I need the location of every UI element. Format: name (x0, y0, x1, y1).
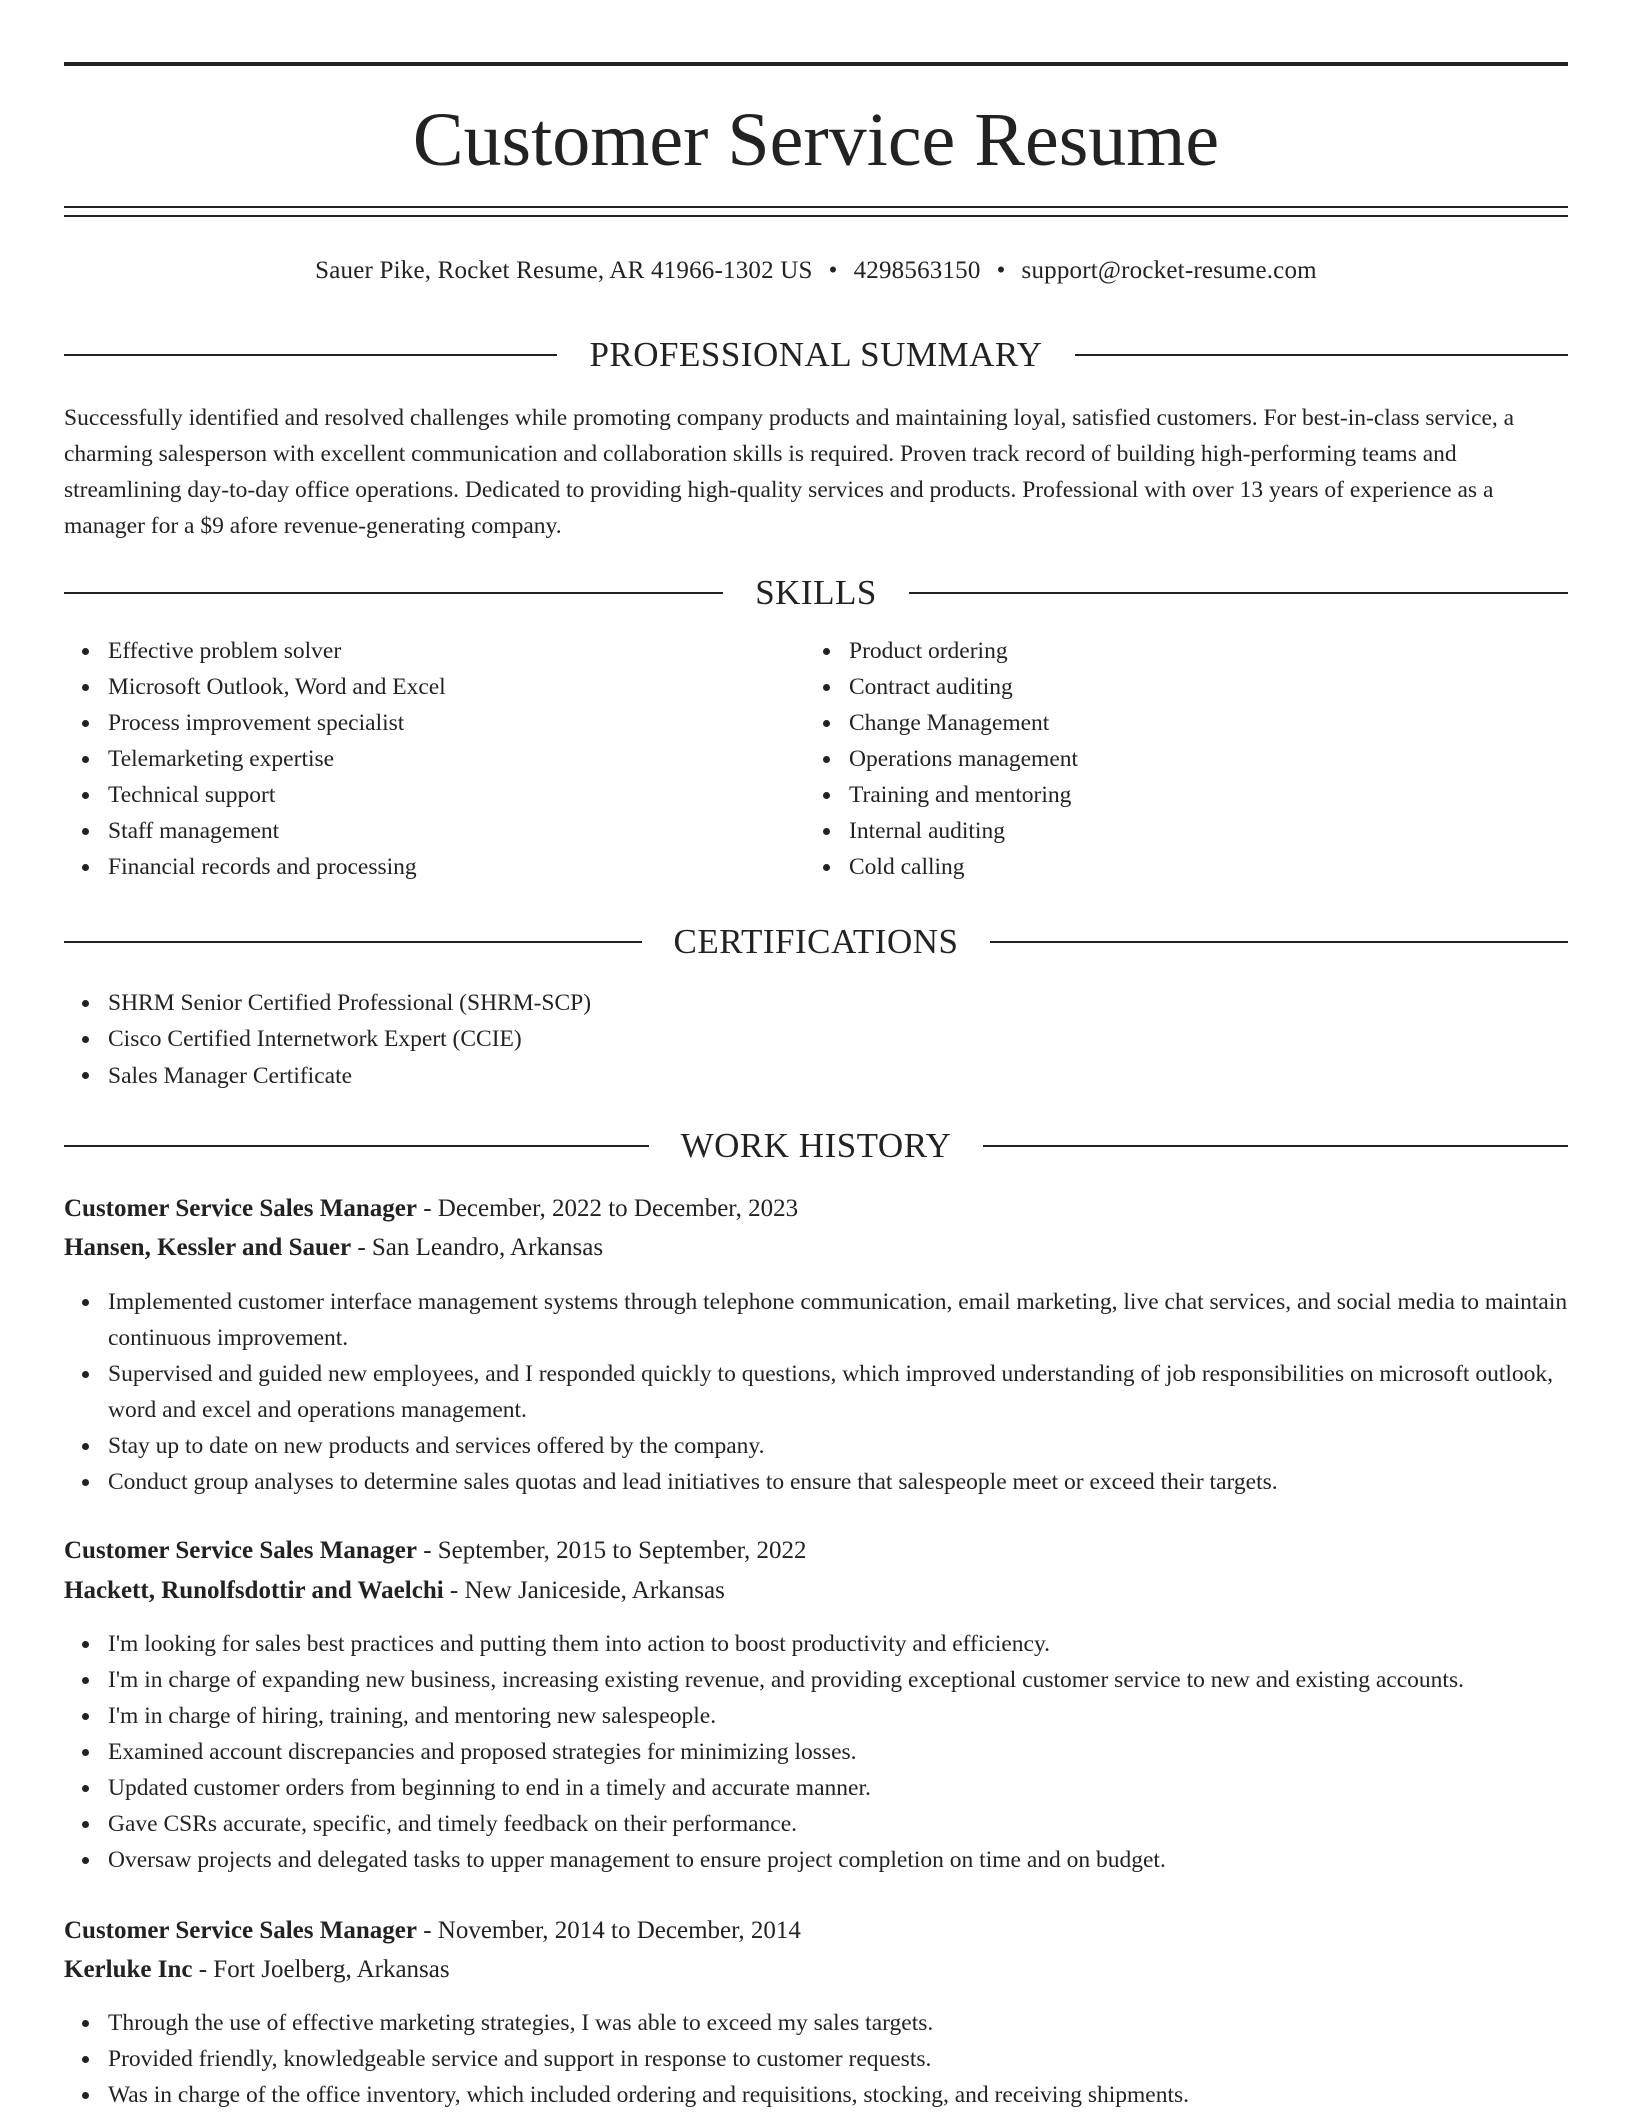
list-item: Technical support (64, 777, 799, 813)
title-rule-upper (64, 206, 1568, 208)
list-item: Staff management (64, 813, 799, 849)
skills-list-right (805, 633, 1565, 885)
list-item: Oversaw projects and delegated tasks to upper management to ensure project completion on time and on budget. (64, 1842, 1568, 1878)
section-heading-label: CERTIFICATIONS (673, 922, 959, 961)
job-dates: - September, 2015 to September, 2022 (416, 1537, 807, 1564)
list-item: Operations management (805, 741, 1565, 777)
summary-text: Successfully identified and resolved challenges while promoting company products and maintaining loyal, satisfied customers. For best-in-class service, a charming salesperson with excellent communication and collaboration skills is required. Proven track record of building high-performing teams and streamlining day-to-day office operations. Dedicated to providing high-quality services and products. Professional with over 13 years of experience as a manager for a $9 afore revenue-generating company. (64, 405, 1515, 539)
job-location: - San Leandro, Arkansas (351, 1234, 604, 1261)
list-item: Was in charge of the office inventory, which included ordering and requisitions, stocking, and receiving shipments. (64, 2077, 1568, 2113)
job-dates: - November, 2014 to December, 2014 (416, 1917, 801, 1944)
job-title-line (64, 1912, 1568, 1950)
contact-phone: 4298563150 (853, 257, 981, 284)
resume-title: Customer Service Resume (412, 98, 1220, 182)
job-company: Kerluke Inc (64, 1956, 193, 1983)
list-item: I'm in charge of expanding new business, increasing existing revenue, and providing exceptional customer service to new and existing accounts. (64, 1662, 1568, 1698)
list-item: Stay up to date on new products and services offered by the company. (64, 1428, 1568, 1464)
list-item: Gave CSRs accurate, specific, and timely feedback on their performance. (64, 1806, 1568, 1842)
list-item: I'm looking for sales best practices and putting them into action to boost productivity and efficiency. (64, 1626, 1568, 1662)
list-item: Supervised and guided new employees, and I responded quickly to questions, which improved understanding of job responsibilities on microsoft outlook, word and excel and operations management. (64, 1356, 1568, 1428)
top-rule (64, 62, 1568, 66)
job-bullets (64, 1626, 1568, 1878)
list-item: Training and mentoring (805, 777, 1565, 813)
list-item: Provided friendly, knowledgeable service and support in response to customer requests. (64, 2041, 1568, 2077)
list-item: Cisco Certified Internetwork Expert (CCIE) (64, 1021, 1568, 1057)
section-heading-label: PROFESSIONAL SUMMARY (589, 335, 1043, 374)
job-location: - New Janiceside, Arkansas (443, 1577, 725, 1604)
skills-list-left (64, 633, 799, 885)
list-item: Contract auditing (805, 669, 1565, 705)
job-location: - Fort Joelberg, Arkansas (192, 1956, 450, 1983)
job-company: Hansen, Kessler and Sauer (64, 1234, 352, 1261)
job-company-line (64, 1229, 1568, 1267)
list-item: Through the use of effective marketing strategies, I was able to exceed my sales targets. (64, 2005, 1568, 2041)
job-company: Hackett, Runolfsdottir and Waelchi (64, 1577, 444, 1604)
job-company-line (64, 1572, 1568, 1610)
job-company-line (64, 1951, 1568, 1989)
contact-email: support@rocket-resume.com (1021, 257, 1317, 284)
list-item: Implemented customer interface management systems through telephone communication, email marketing, live chat services, and social media to maintain continuous improvement. (64, 1284, 1568, 1356)
job-bullets (64, 2005, 1568, 2113)
list-item: Cold calling (805, 849, 1565, 885)
section-heading-label: WORK HISTORY (680, 1126, 952, 1165)
list-item: Change Management (805, 705, 1565, 741)
job-bullets (64, 1284, 1568, 1500)
list-item: Sales Manager Certificate (64, 1057, 1568, 1095)
job-title-line (64, 1190, 1568, 1228)
section-heading-summary (64, 333, 1568, 377)
list-item: Effective problem solver (64, 633, 799, 669)
list-item: Conduct group analyses to determine sales quotas and lead initiatives to ensure that salespeople meet or exceed their targets. (64, 1464, 1568, 1500)
list-item: Process improvement specialist (64, 705, 799, 741)
job-title: Customer Service Sales Manager (64, 1195, 417, 1222)
contact-address: Sauer Pike, Rocket Resume, AR 41966-1302 US (315, 257, 813, 284)
list-item: SHRM Senior Certified Professional (SHRM-SCP) (64, 985, 1568, 1021)
list-item: Telemarketing expertise (64, 741, 799, 777)
section-heading-work-history (64, 1124, 1568, 1168)
section-heading-label: SKILLS (755, 573, 877, 612)
title-rule-lower (64, 215, 1568, 217)
section-heading-skills (64, 571, 1568, 615)
section-heading-certifications (64, 920, 1568, 964)
list-item: Product ordering (805, 633, 1565, 669)
list-item: Microsoft Outlook, Word and Excel (64, 669, 799, 705)
job-title: Customer Service Sales Manager (64, 1537, 417, 1564)
job-title: Customer Service Sales Manager (64, 1917, 417, 1944)
list-item: Internal auditing (805, 813, 1565, 849)
list-item: Examined account discrepancies and proposed strategies for minimizing losses. (64, 1734, 1568, 1770)
list-item: Financial records and processing (64, 849, 799, 885)
certifications-list (64, 985, 1568, 1095)
list-item: Updated customer orders from beginning to end in a timely and accurate manner. (64, 1770, 1568, 1806)
job-title-line (64, 1532, 1568, 1570)
contact-line (64, 254, 1568, 288)
job-dates: - December, 2022 to December, 2023 (416, 1195, 799, 1222)
contact-separator: • (828, 257, 838, 284)
list-item: I'm in charge of hiring, training, and mentoring new salespeople. (64, 1698, 1568, 1734)
contact-separator: • (996, 257, 1006, 284)
